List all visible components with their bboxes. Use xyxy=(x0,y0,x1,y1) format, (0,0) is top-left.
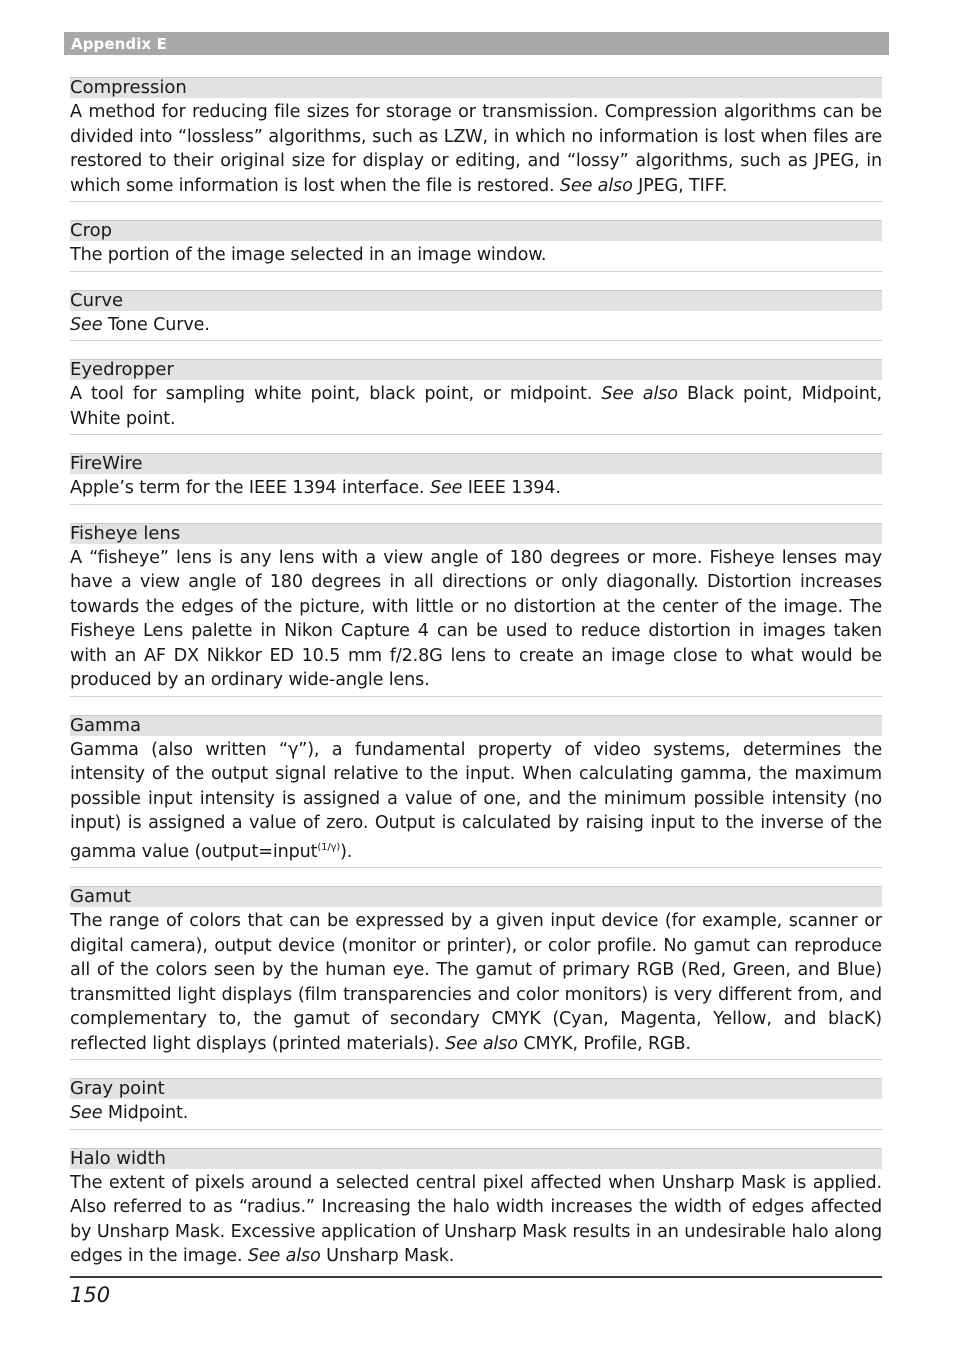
see-label: See also xyxy=(445,1033,518,1054)
glossary-entry-gray-point xyxy=(70,1078,882,1130)
entry-title: Gray point xyxy=(70,1078,882,1099)
entry-body xyxy=(70,544,882,697)
see-label: See also xyxy=(247,1246,321,1266)
glossary-content xyxy=(70,77,882,1290)
footer-rule xyxy=(70,1276,882,1278)
glossary-entry-firewire xyxy=(70,453,882,505)
entry-title: Fisheye lens xyxy=(70,523,882,544)
cross-reference: Tone Curve. xyxy=(107,314,210,335)
cross-reference: CMYK, Profile, RGB. xyxy=(523,1033,691,1054)
page-number: 150 xyxy=(70,1283,111,1307)
cross-reference: Midpoint. xyxy=(107,1103,189,1123)
gamma-exponent: (1/γ) xyxy=(317,841,341,853)
entry-text: Gamma (also written “γ”), a fundamental property of video systems, determines the intensity of the output signal relative to the input. When calculating gamma, the maximum possible input intensity is assigned a value of one, and the minimum possible intensity (no input) is assigned a value of zero. Output is calculated by raising input to the inverse of the gamma value (output=input xyxy=(70,739,882,862)
see-label: See xyxy=(429,478,463,498)
glossary-entry-eyedropper xyxy=(70,359,882,435)
entry-body xyxy=(70,241,882,272)
entry-text: A “fisheye” lens is any lens with a view angle of 180 degrees or more. Fisheye lenses may have a view angle of 180 degrees in all directions or only diagonally. Distortion increases towards the edges of the picture, with little or no distortion at the center of the image. The Fisheye Lens palette in Nikon Capture 4 can be used to reduce distortion in images taken with an AF DX Nikkor ED 10.5 mm f/2.8G lens to create an image close to what would be produced by an ordinary wide-angle lens. xyxy=(70,547,882,690)
glossary-entry-gamma xyxy=(70,715,882,869)
entry-body xyxy=(70,98,882,202)
cross-reference: Unsharp Mask. xyxy=(326,1246,455,1266)
entry-title: Curve xyxy=(70,290,882,311)
entry-body xyxy=(70,1169,882,1272)
entry-text: The portion of the image selected in an image window. xyxy=(70,245,547,265)
entry-title: Halo width xyxy=(70,1148,882,1169)
entry-text: The extent of pixels around a selected central pixel affected when Unsharp Mask is applied. Also referred to as “radius.” Increasing the halo width increases the width of edges affected by Unsharp Mask. Excessive application of Unsharp Mask results in an undesirable halo along edges in the image. xyxy=(70,1172,882,1266)
see-label: See also xyxy=(559,175,633,196)
glossary-entry-fisheye-lens xyxy=(70,523,882,697)
cross-reference: Black point, Midpoint, White point. xyxy=(70,384,882,429)
entry-title: Gamma xyxy=(70,715,882,736)
entry-body xyxy=(70,380,882,435)
entry-title: Compression xyxy=(70,77,882,98)
glossary-entry-curve xyxy=(70,290,882,342)
entry-body xyxy=(70,907,882,1060)
entry-body xyxy=(70,1099,882,1130)
entry-body xyxy=(70,736,882,869)
appendix-header-bar xyxy=(64,32,889,55)
entry-title: Eyedropper xyxy=(70,359,882,380)
see-label: See xyxy=(70,314,103,335)
glossary-entry-compression xyxy=(70,77,882,202)
cross-reference: IEEE 1394. xyxy=(467,478,561,498)
glossary-entry-crop xyxy=(70,220,882,272)
entry-text: A method for reducing file sizes for storage or transmission. Compression algorithms can be divided into “lossless” algorithms, such as LZW, in which no information is lost when files are restored to their original size for display or editing, and “lossy” algorithms, such as JPEG, in which some information is lost when the file is restored. xyxy=(70,102,882,196)
entry-text: A tool for sampling white point, black point, or midpoint. xyxy=(70,384,593,404)
entry-title: Gamut xyxy=(70,886,882,907)
glossary-entry-gamut xyxy=(70,886,882,1060)
appendix-header-label: Appendix E xyxy=(71,35,167,53)
see-label: See also xyxy=(601,384,678,404)
entry-title: Crop xyxy=(70,220,882,241)
entry-text: Apple’s term for the IEEE 1394 interface. xyxy=(70,478,425,498)
entry-text-tail: ). xyxy=(340,841,353,862)
see-label: See xyxy=(70,1103,103,1123)
entry-title: FireWire xyxy=(70,453,882,474)
glossary-entry-halo-width xyxy=(70,1148,882,1272)
entry-body xyxy=(70,311,882,342)
entry-body xyxy=(70,474,882,505)
entry-text: The range of colors that can be expressed by a given input device (for example, scanner or digital camera), output device (monitor or printer), or color profile. No gamut can reproduce all of the colors seen by the human eye. The gamut of primary RGB (Red, Green, and Blue) transmitted light displays (film transparencies and color monitors) is very different from, and complementary to, the gamut of secondary CMYK (Cyan, Magenta, Yellow, and blacK) reflected light displays (printed materials). xyxy=(70,911,882,1054)
cross-reference: JPEG, TIFF. xyxy=(638,175,728,196)
